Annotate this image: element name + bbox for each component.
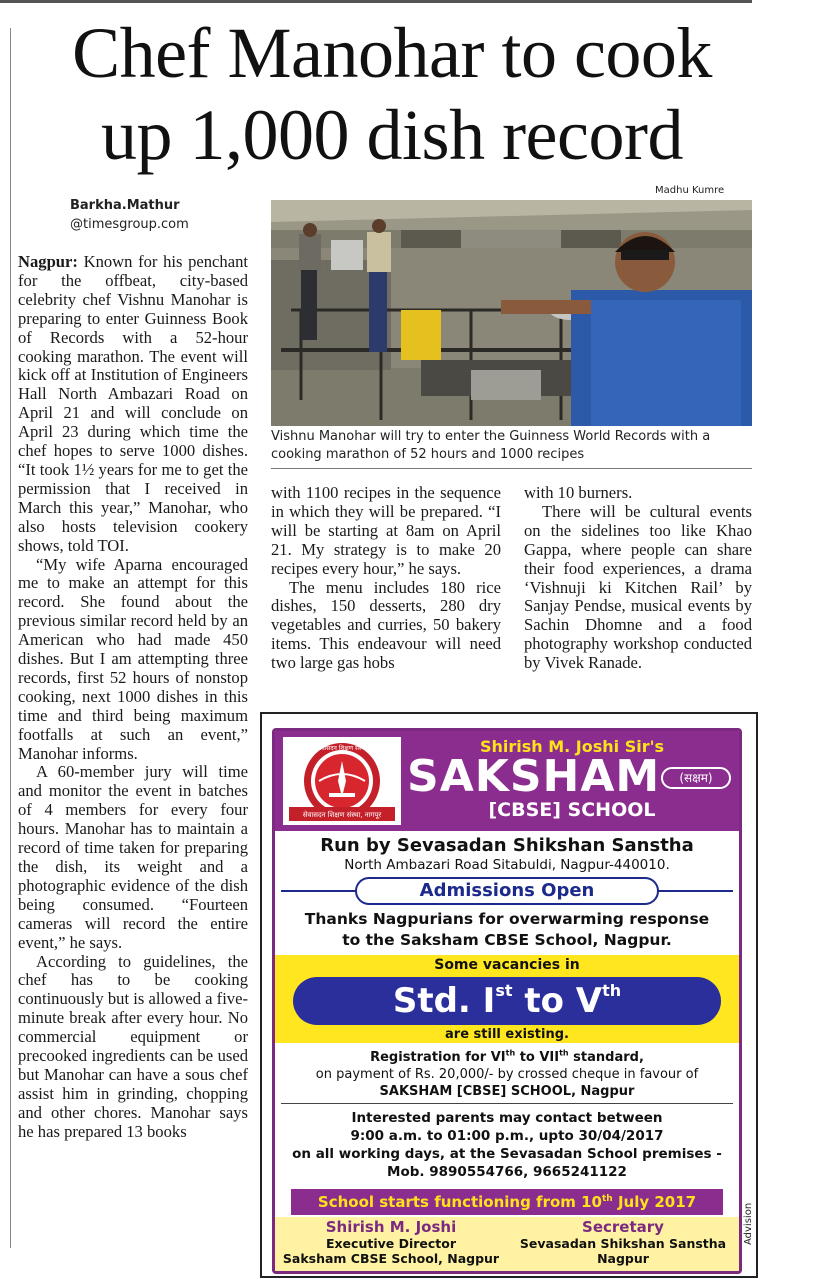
article-paragraph: There will be cultural events on the sidelines too like Khao Gappa, where people can share their food experiences, a drama ‘Vishnuji ki Kitchen Rail’ by Sanjay Pendse, musical events by Sachin Dhomne and a food photography workshop conducted by Vivek Ranade. (524, 501, 752, 673)
article-paragraph: Nagpur: Known for his penchant for the offbeat, city-based celebrity chef Vishnu Manohar is preparing to enter Guinness Book of Records with a 52-hour cooking marathon. The event will kick off at Institution of Engineers Hall North Ambazari Road on April 21 and will conclude on April 23 during which time the chef hopes to serve 1000 dishes. “It took 1½ years for me to get the permission that I received in March this year,” Manohar, who also hosts television cookery shows, told TOI. (18, 252, 248, 555)
article-paragraph: The menu includes 180 rice dishes, 150 desserts, 280 dry vegetables and curries, 50 bakery items. This endeavour will need two large gas hobs (271, 577, 501, 673)
ad-standard-range: Std. Ist to Vth (293, 977, 721, 1025)
photo-credit: Madhu Kumre (655, 185, 725, 196)
ad-signatory-secretary: Secretary Sevasadan Shikshan Sanstha Nagpur (519, 1218, 727, 1266)
byline-name: Barkha.Mathur (70, 198, 180, 213)
kitchen-scene-illustration (271, 200, 752, 426)
photo-caption: Vishnu Manohar will try to enter the Guinness World Records with a cooking marathon of 52 hours and 1000 recipes (271, 429, 711, 462)
article-column-1 (18, 253, 248, 1142)
ad-board: [CBSE] SCHOOL (488, 799, 656, 821)
article-column-3 (524, 484, 752, 673)
dateline: Nagpur: (18, 252, 78, 271)
ad-agency-credit: Advision (743, 1202, 754, 1246)
column-rule-left (10, 28, 11, 1248)
seal-text-bottom: सेवासदन शिक्षण संस्था, नागपूर (302, 811, 382, 819)
article-paragraph: According to guidelines, the chef has to be cooking continuously but is allowed a five-minute break after every hour. No commercial equipment or precooked ingredients can be used but Manohar can have a sous chef assist him in grinding, chopping and other chores. Manohar says he has prepared 13 books (18, 951, 248, 1141)
ad-start-date-strip: School starts functioning from 10th July 2017 (291, 1189, 723, 1215)
byline-email: @timesgroup.com (70, 217, 189, 232)
ad-phone-numbers: Mob. 9890554766, 9665241122 (387, 1164, 627, 1180)
ad-still-existing: are still existing. (445, 1027, 569, 1042)
ad-school-name-marathi: (सक्षम) (661, 767, 731, 789)
ad-divider (281, 1103, 733, 1104)
ad-run-by: Run by Sevasadan Shikshan Sanstha (320, 835, 694, 856)
article-paragraph: A 60-member jury will time and monitor the event in batches of 4 members for every four hours. Manohar has to maintain a record of time taken for preparing the dish, its weight and a photographic evidence of the dish being consumed. “Fourteen cameras will record the entire event,” he says. (18, 762, 248, 952)
school-seal-logo (283, 737, 401, 825)
article-photo (271, 200, 752, 426)
top-rule (0, 0, 752, 3)
ad-school-name: SAKSHAM (407, 751, 661, 802)
headline-line-1: Chef Manohar to cook (72, 13, 712, 93)
ad-thanks: Thanks Nagpurians for overwarming response to the Saksham CBSE School, Nagpur. (304, 910, 710, 949)
ad-founder-line: Shirish M. Joshi Sir's (479, 737, 665, 756)
byline (70, 196, 189, 234)
caption-rule (271, 468, 752, 469)
seal-emblem (283, 737, 401, 825)
ad-registration: Registration for VIth to VIIth standard, on payment of Rs. 20,000/- by crossed cheque in favour of SAKSHAM [CBSE] SCHOOL, Nagpur (315, 1048, 699, 1099)
ad-admissions-open: Admissions Open (355, 877, 659, 905)
article-column-2 (271, 484, 501, 673)
article-paragraph: “My wife Aparna encouraged me to make an attempt for this record. She found about the previous similar record held by an American who had made 450 dishes. But I am attempting three records, first 52 hours of nonstop cooking, next 1000 dishes in this time and third being maximum footfalls at such an event,” Manohar informs. (18, 554, 248, 763)
headline-line-2: up 1,000 dish record (101, 95, 683, 175)
ad-header-band (275, 731, 739, 831)
article-paragraph: with 1100 recipes in the sequence in which they will be prepared. “I will be starting at 8am on April 21. My strategy is to make 20 recipes every hour,” he says. (271, 483, 501, 578)
ad-signatory-director: Shirish M. Joshi Executive Director Saksham CBSE School, Nagpur (282, 1218, 500, 1266)
ad-border (272, 728, 742, 1274)
ad-address: North Ambazari Road Sitabuldi, Nagpur-440010. (344, 857, 670, 873)
article-paragraph: with 10 burners. (524, 483, 633, 502)
ad-vacancies: Some vacancies in (434, 957, 580, 973)
ad-contact-info: Interested parents may contact between 9:00 a.m. to 01:00 p.m., upto 30/04/2017 on all working days, at the Sevasadan School premises - Mob. 9890554766, 9665241122 (275, 1109, 739, 1181)
saksham-school-advertisement (260, 712, 758, 1278)
headline (22, 12, 762, 176)
seal-text-top: सेवासदन शिक्षण संस्था (317, 745, 367, 752)
